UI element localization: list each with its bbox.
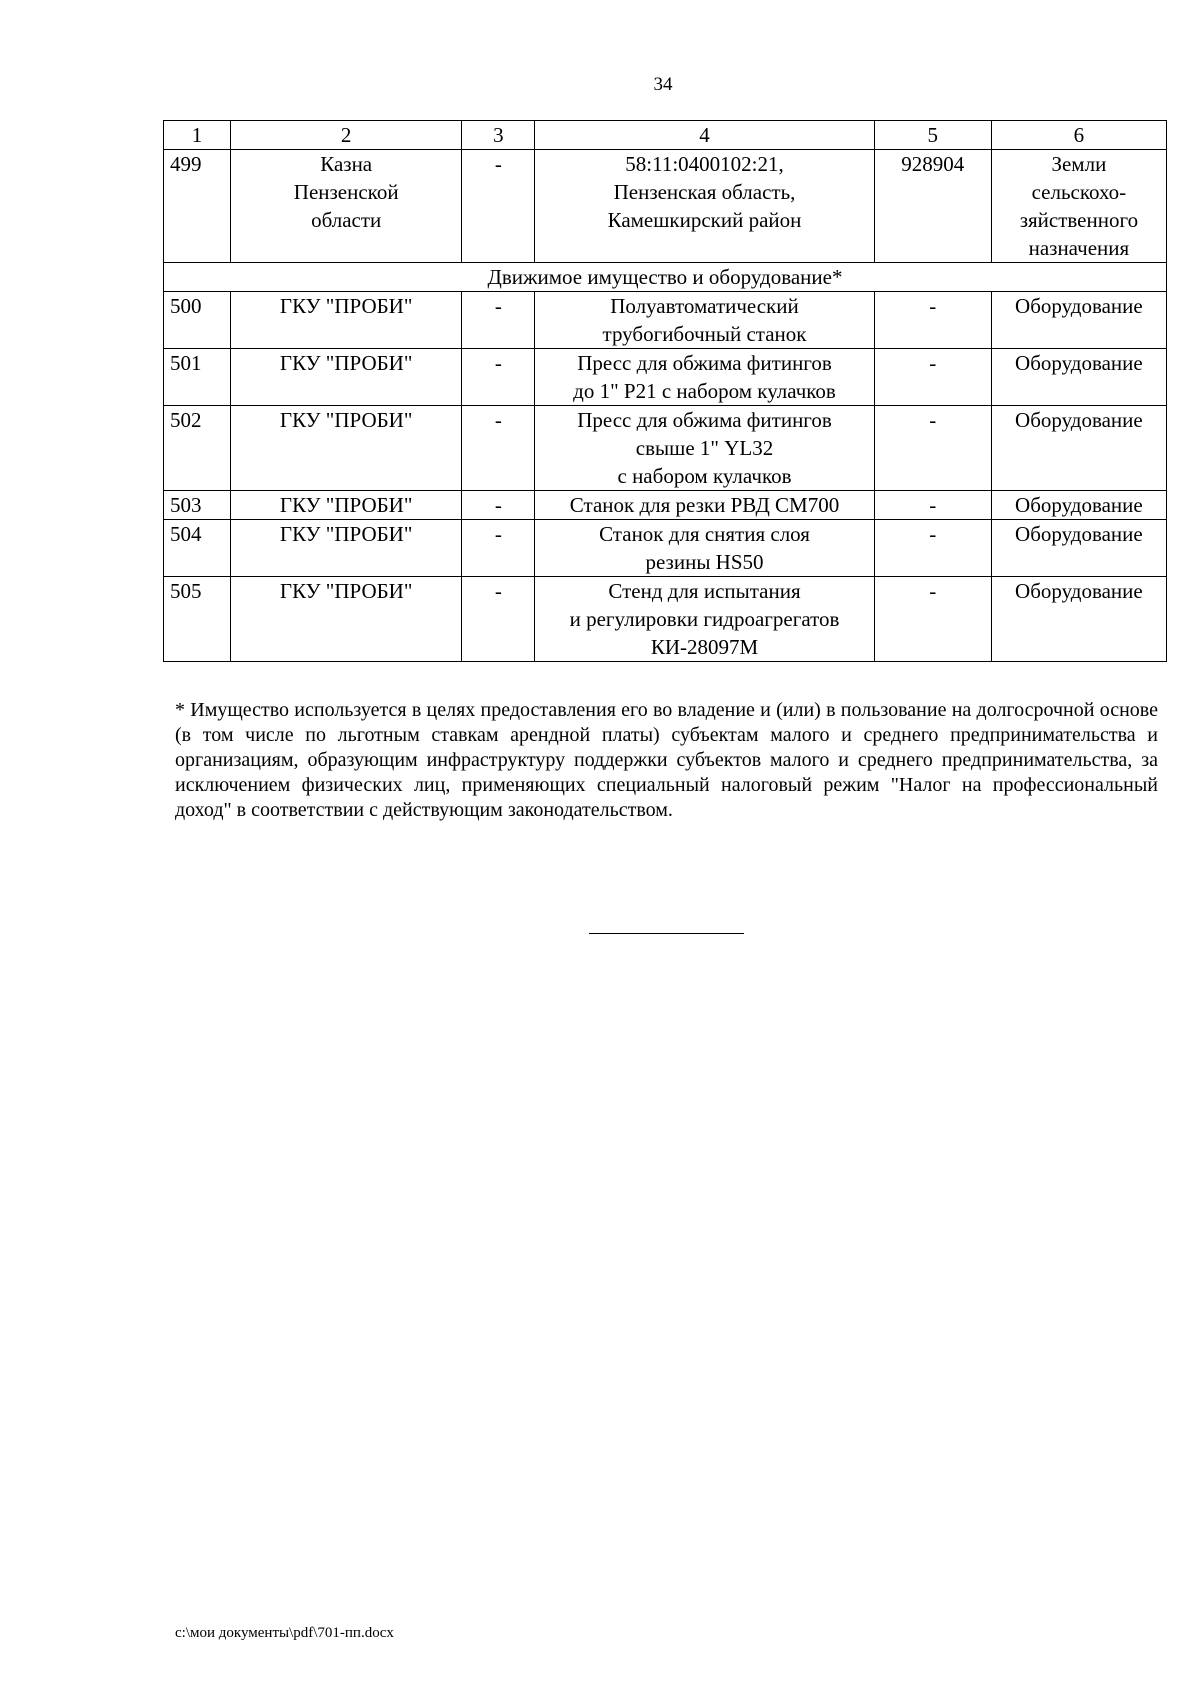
row-number: 500	[164, 292, 231, 349]
col5-cell: -	[874, 292, 991, 349]
col5-cell: -	[874, 577, 991, 662]
col3-cell: -	[462, 491, 535, 520]
holder-line: области	[311, 208, 382, 232]
description-line: Станок для резки РВД СМ700	[569, 493, 840, 517]
table-row	[164, 577, 1167, 662]
description-cell	[535, 520, 874, 577]
description-cell	[535, 292, 874, 349]
description-line: трубогибочный станок	[602, 322, 807, 346]
table-row	[164, 491, 1167, 520]
category-line: назначения	[1028, 236, 1130, 260]
row-number: 499	[164, 150, 231, 263]
col3-cell: -	[462, 292, 535, 349]
category-cell	[991, 150, 1166, 263]
row-number: 505	[164, 577, 231, 662]
description-line: КИ-28097М	[650, 635, 759, 659]
description-cell	[535, 349, 874, 406]
table-row	[164, 150, 1167, 263]
col3-cell: -	[462, 520, 535, 577]
footnote: * Имущество используется в целях предоставления его во владение и (или) в пользование на долгосрочной основе (в том числе по льготным ставкам арендной платы) субъектам малого и среднего предпринимательства и организациям, образующим инфраструктуру поддержки субъектов малого и среднего предпринимательства, за исключением физических лиц, применяющих специальный налоговый режим "Налог на профессиональный доход" в соответствии с действующим законодательством.	[175, 699, 1158, 821]
col5-cell: -	[874, 349, 991, 406]
description-line: свыше 1" YL32	[635, 436, 774, 460]
table-header-row	[164, 121, 1167, 150]
category-line: Земли	[1051, 152, 1107, 176]
holder-cell: ГКУ "ПРОБИ"	[231, 292, 462, 349]
category-cell: Оборудование	[991, 491, 1166, 520]
row-number: 502	[164, 406, 231, 491]
column-header-6: 6	[991, 121, 1166, 150]
description-line: 58:11:0400102:21,	[625, 152, 784, 176]
page-number: 34	[653, 74, 673, 95]
column-header-5: 5	[874, 121, 991, 150]
col5-cell: -	[874, 406, 991, 491]
description-cell	[535, 406, 874, 491]
description-line: и регулировки гидроагрегатов	[569, 607, 840, 631]
category-cell: Оборудование	[991, 292, 1166, 349]
description-cell	[535, 577, 874, 662]
equipment-rows	[164, 292, 1167, 662]
category-line: сельскохо-	[1031, 180, 1127, 204]
description-line: до 1" P21 с набором кулачков	[573, 379, 836, 403]
description-cell	[535, 150, 874, 263]
column-header-3: 3	[462, 121, 535, 150]
description-line: резины HS50	[645, 550, 764, 574]
column-header-2: 2	[231, 121, 462, 150]
row-number: 501	[164, 349, 231, 406]
category-cell: Оборудование	[991, 520, 1166, 577]
description-line: Пензенская область,	[613, 180, 796, 204]
property-table	[163, 120, 1167, 662]
col5-cell: 928904	[874, 150, 991, 263]
description-line: с набором кулачков	[617, 464, 792, 488]
description-line: Камешкирский район	[607, 208, 802, 232]
column-header-1: 1	[164, 121, 231, 150]
description-line: Станок для снятия слоя	[599, 522, 810, 546]
description-line: Стенд для испытания	[608, 579, 801, 603]
category-line: зяйственного	[1019, 208, 1139, 232]
holder-cell: ГКУ "ПРОБИ"	[231, 491, 462, 520]
file-path: c:\мои документы\pdf\701-пп.docx	[175, 1625, 394, 1641]
section-title: Движимое имущество и оборудование*	[164, 263, 1167, 292]
holder-cell: ГКУ "ПРОБИ"	[231, 349, 462, 406]
holder-cell: ГКУ "ПРОБИ"	[231, 406, 462, 491]
end-rule	[589, 933, 744, 934]
row-number: 504	[164, 520, 231, 577]
description-line: Пресс для обжима фитингов	[577, 351, 832, 375]
col3-cell: -	[462, 406, 535, 491]
holder-line: Пензенской	[293, 180, 399, 204]
holder-cell	[231, 150, 462, 263]
holder-line: Казна	[320, 152, 373, 176]
category-cell: Оборудование	[991, 577, 1166, 662]
col3-cell: -	[462, 577, 535, 662]
description-line: Полуавтоматический	[610, 294, 799, 318]
table-row	[164, 292, 1167, 349]
description-cell	[535, 491, 874, 520]
col5-cell: -	[874, 491, 991, 520]
holder-cell: ГКУ "ПРОБИ"	[231, 577, 462, 662]
column-header-4: 4	[535, 121, 874, 150]
category-cell: Оборудование	[991, 406, 1166, 491]
category-cell: Оборудование	[991, 349, 1166, 406]
holder-cell: ГКУ "ПРОБИ"	[231, 520, 462, 577]
col3-cell: -	[462, 349, 535, 406]
table-row	[164, 406, 1167, 491]
table-row	[164, 520, 1167, 577]
col3-cell: -	[462, 150, 535, 263]
description-line: Пресс для обжима фитингов	[577, 408, 832, 432]
section-row	[164, 263, 1167, 292]
row-number: 503	[164, 491, 231, 520]
table-row	[164, 349, 1167, 406]
col5-cell: -	[874, 520, 991, 577]
